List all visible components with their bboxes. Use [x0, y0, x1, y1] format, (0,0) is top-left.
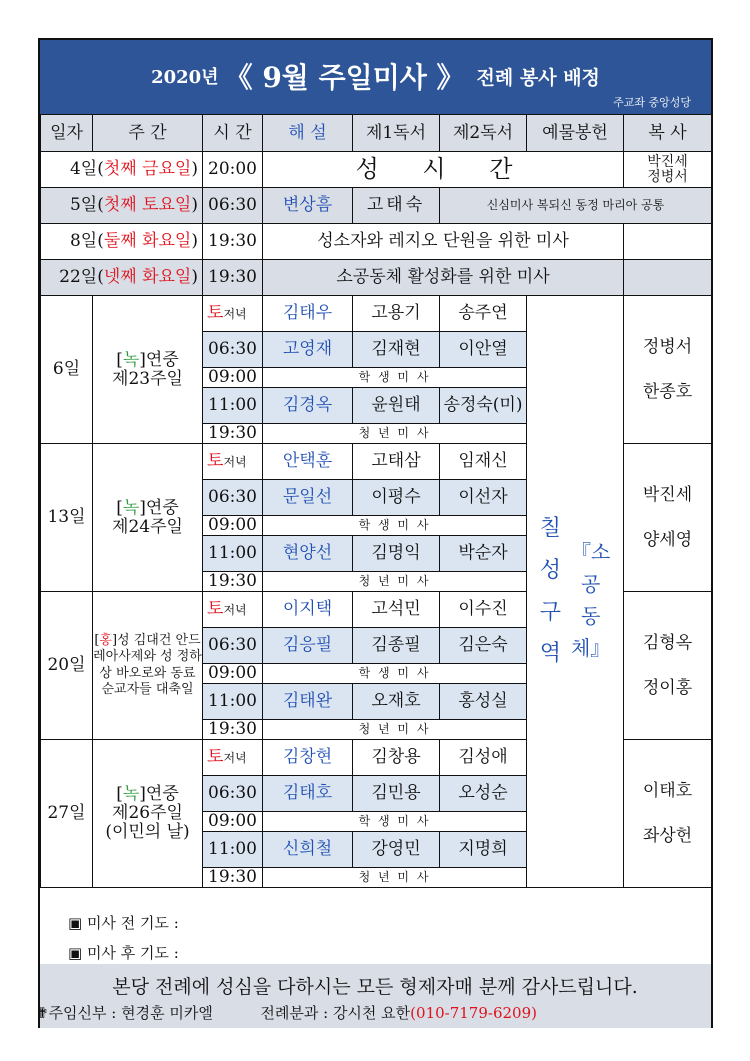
department-name: 전례분과 : 강시천 요한	[260, 1004, 411, 1022]
sunday-27-1100: 11:00 신희철 강영민 지명희	[41, 832, 712, 868]
special-event: 성 시 간	[263, 152, 624, 188]
sunday-date: 20일	[41, 592, 93, 740]
col-offering: 예물봉헌	[527, 115, 624, 152]
sunday-season: [녹]연중 제26주일 (이민의 날)	[93, 740, 203, 888]
sunday-date: 13일	[41, 444, 93, 592]
thanks-message: 본당 전례에 성심을 다하시는 모든 형제자매 분께 감사드립니다.	[112, 976, 638, 998]
sunday-servers: 박진세 양세영	[624, 444, 712, 592]
narrator: 김태우	[263, 296, 353, 332]
col-time: 시 간	[203, 115, 263, 152]
schedule-table	[40, 114, 712, 888]
sunday-season: [녹]연중 제23주일	[93, 296, 203, 444]
special-event: 성소자와 레지오 단원을 위한 미사	[263, 224, 624, 260]
col-narrator: 해 설	[263, 115, 353, 152]
sogongdongche: 『소 공 동 체』	[570, 539, 611, 660]
sunday-6-1100: 11:00 김경옥 윤원태 송정숙(미)	[41, 388, 712, 424]
title-main: 《 9월 주일미사 》	[224, 61, 465, 94]
offering-column	[527, 296, 624, 888]
sunday-13-0630: 06:30 문일선 이평수 이선자	[41, 480, 712, 516]
sunday-20-1930: 19:30 청 년 미 사	[41, 720, 712, 740]
special-time: 19:30	[203, 224, 263, 260]
sunday-13-1930: 19:30 청 년 미 사	[41, 572, 712, 592]
col-server: 복 사	[624, 115, 712, 152]
sunday-servers: 이태호 좌상헌	[624, 740, 712, 888]
special-date: 4일(첫째 금요일)	[41, 152, 203, 188]
phone-number: (010-7179-6209)	[410, 1004, 537, 1022]
special-time: 06:30	[203, 188, 263, 224]
special-note: 신심미사 복되신 동정 마리아 공통	[440, 188, 712, 224]
sunday-27-1930: 19:30 청 년 미 사	[41, 868, 712, 888]
sunday-servers: 김형옥 정이홍	[624, 592, 712, 740]
sunday-27-0900: 09:00 학 생 미 사	[41, 812, 712, 832]
sunday-6-0630: 06:30 고영재 김재현 이안열	[41, 332, 712, 368]
parish-name: 주교좌 중앙성당	[613, 96, 691, 109]
special-servers: 박진세 정병서	[624, 152, 712, 188]
special-narrator: 변상흠	[263, 188, 353, 224]
special-row-8	[41, 224, 712, 260]
special-time: 19:30	[203, 260, 263, 296]
sunday-date: 27일	[41, 740, 93, 888]
sunday-27-sat: 27일 [녹]연중 제26주일 (이민의 날) 토저녁 김창현 김창용 김성애 이태호 좌상헌	[41, 740, 712, 776]
priest-name: ✟주임신부 : 현경훈 미카엘	[36, 1004, 213, 1022]
special-row-4	[41, 152, 712, 188]
special-event: 소공동체 활성화를 위한 미사	[263, 260, 624, 296]
sunday-6-sat	[41, 296, 712, 332]
sunday-20-0630: 06:30 김응필 김종필 김은숙	[41, 628, 712, 664]
col-reading1: 제1독서	[353, 115, 440, 152]
sat-time: 토저녁	[203, 296, 263, 332]
sunday-servers: 정병서 한종호	[624, 296, 712, 444]
reader1: 고용기	[353, 296, 440, 332]
title-year: 2020년	[151, 67, 219, 88]
chil-seong-guyeok: 칠 성 구 역	[539, 515, 561, 667]
header-row	[41, 115, 712, 152]
special-servers	[624, 260, 712, 296]
schedule-frame	[38, 38, 713, 1028]
special-time: 20:00	[203, 152, 263, 188]
special-date: 5일(첫째 토요일)	[41, 188, 203, 224]
col-date: 일자	[41, 115, 93, 152]
prayer-after: ▣ 미사 후 기도 :	[68, 944, 179, 962]
sunday-13-sat: 13일 [녹]연중 제24주일 토저녁 안택훈 고태삼 임재신 박진세 양세영	[41, 444, 712, 480]
special-date: 22일(넷째 화요일)	[41, 260, 203, 296]
special-row-22	[41, 260, 712, 296]
prayer-before: ▣ 미사 전 기도 :	[68, 914, 179, 932]
reader2: 송주연	[440, 296, 527, 332]
signature-line	[36, 1002, 537, 1023]
special-servers	[624, 224, 712, 260]
sunday-6-0900: 09:00 학 생 미 사	[41, 368, 712, 388]
sunday-season: [홍]성 김대건 안드레아사제와 성 정하상 바오로와 동료 순교자들 대축일	[93, 592, 203, 740]
sunday-season: [녹]연중 제24주일	[93, 444, 203, 592]
sunday-27-0630: 06:30 김태호 김민용 오성순	[41, 776, 712, 812]
sunday-6-1930: 19:30 청 년 미 사	[41, 424, 712, 444]
title-banner	[40, 40, 711, 114]
sunday-20-1100: 11:00 김태완 오재호 홍성실	[41, 684, 712, 720]
sunday-20-sat: 20일 [홍]성 김대건 안드레아사제와 성 정하상 바오로와 동료 순교자들 대축일 토저녁 이지택 고석민 이수진 김형옥 정이홍	[41, 592, 712, 628]
special-reader: 고태숙	[353, 188, 440, 224]
sunday-13-1100: 11:00 현양선 김명익 박순자	[41, 536, 712, 572]
page-title	[40, 56, 711, 96]
sunday-13-0900: 09:00 학 생 미 사	[41, 516, 712, 536]
special-date: 8일(둘째 화요일)	[41, 224, 203, 260]
sunday-date: 6일	[41, 296, 93, 444]
col-week: 주 간	[93, 115, 203, 152]
title-rest: 전례 봉사 배정	[476, 66, 600, 89]
sunday-20-0900: 09:00 학 생 미 사	[41, 664, 712, 684]
col-reading2: 제2독서	[440, 115, 527, 152]
special-row-5	[41, 188, 712, 224]
